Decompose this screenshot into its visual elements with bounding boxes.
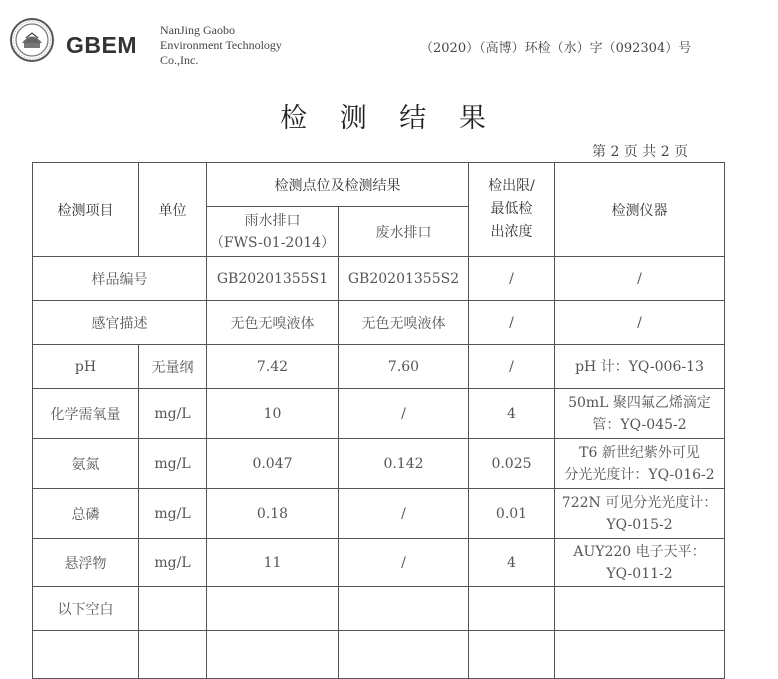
table-row: [33, 587, 725, 631]
sample-id-point1: GB20201355S1: [207, 257, 339, 301]
header-instrument: 检测仪器: [555, 163, 725, 257]
company-name: [160, 23, 282, 68]
document-number: （2020）（高博）环检（水）字（092304）号: [420, 41, 692, 56]
table-row: [33, 489, 725, 539]
blank-cell: [339, 587, 469, 631]
table-row: [33, 301, 725, 345]
sensory-label: 感官描述: [33, 301, 207, 345]
row-point2: /: [339, 489, 469, 539]
row-item: 悬浮物: [33, 539, 139, 587]
blank-label: 以下空白: [33, 587, 139, 631]
header-points-group: 检测点位及检测结果: [207, 163, 469, 207]
sensory-instrument: /: [555, 301, 725, 345]
row-unit: mg/L: [139, 539, 207, 587]
row-limit: 4: [469, 539, 555, 587]
row-unit: mg/L: [139, 389, 207, 439]
blank-cell: [555, 631, 725, 679]
table-row: [33, 539, 725, 587]
row-point2: 7.60: [339, 345, 469, 389]
sample-id-limit: /: [469, 257, 555, 301]
results-table: [32, 162, 725, 679]
header-limit-line: 出浓度: [490, 224, 533, 240]
sensory-limit: /: [469, 301, 555, 345]
header-item: 检测项目: [33, 163, 139, 257]
company-line: NanJing Gaobo: [160, 23, 235, 37]
sample-id-point2: GB20201355S2: [339, 257, 469, 301]
header-limit-line: 最低检: [490, 201, 533, 217]
instrument-line: YQ-015-2: [606, 516, 673, 533]
row-unit: 无量纲: [139, 345, 207, 389]
sensory-point1: 无色无嗅液体: [207, 301, 339, 345]
sample-id-label: 样品编号: [33, 257, 207, 301]
page-title: 检 测 结 果: [280, 103, 498, 134]
header-point1: [207, 207, 339, 257]
row-point1: 7.42: [207, 345, 339, 389]
row-point1: 0.18: [207, 489, 339, 539]
company-seal-logo: [10, 18, 54, 62]
header-limit: [469, 163, 555, 257]
blank-cell: [207, 587, 339, 631]
blank-cell: [139, 631, 207, 679]
row-unit: mg/L: [139, 439, 207, 489]
row-instrument: [555, 539, 725, 587]
instrument-line: 722N 可见分光光度计：: [561, 494, 718, 511]
instrument-line: T6 新世纪紫外可见: [579, 444, 700, 461]
sample-id-instrument: /: [555, 257, 725, 301]
row-instrument: [555, 489, 725, 539]
row-instrument: [555, 439, 725, 489]
row-limit: /: [469, 345, 555, 389]
blank-cell: [139, 587, 207, 631]
page-number: 第 2 页 共 2 页: [592, 144, 689, 160]
header-point1-line: 雨水排口: [244, 212, 301, 229]
brand-name: GBEM: [66, 32, 137, 58]
blank-cell: [555, 587, 725, 631]
header-point2: 废水排口: [339, 207, 469, 257]
row-limit: 0.025: [469, 439, 555, 489]
header-point1-line: （FWS-01-2014）: [209, 234, 336, 251]
row-point1: 0.047: [207, 439, 339, 489]
row-unit: mg/L: [139, 489, 207, 539]
blank-cell: [469, 587, 555, 631]
instrument-line: pH 计：YQ-006-13: [575, 358, 704, 375]
circular-seal-icon: [10, 18, 54, 62]
blank-cell: [33, 631, 139, 679]
table-row: [33, 257, 725, 301]
row-item: 总磷: [33, 489, 139, 539]
row-item: 化学需氧量: [33, 389, 139, 439]
row-point2: /: [339, 389, 469, 439]
sensory-point2: 无色无嗅液体: [339, 301, 469, 345]
row-item: pH: [33, 345, 139, 389]
header-limit-line: 检出限/: [488, 178, 535, 194]
instrument-line: YQ-011-2: [606, 565, 673, 582]
header-unit: 单位: [139, 163, 207, 257]
row-instrument: [555, 389, 725, 439]
company-line: Environment Technology: [160, 38, 282, 52]
row-point1: 11: [207, 539, 339, 587]
row-limit: 4: [469, 389, 555, 439]
instrument-line: AUY220 电子天平：: [573, 543, 706, 560]
company-line: Co.,Inc.: [160, 53, 199, 67]
table-row: [33, 389, 725, 439]
instrument-line: 50mL 聚四氟乙烯滴定: [568, 394, 711, 411]
row-point1: 10: [207, 389, 339, 439]
blank-cell: [339, 631, 469, 679]
table-row: [33, 345, 725, 389]
instrument-line: 分光光度计：YQ-016-2: [564, 466, 715, 483]
table-row: [33, 439, 725, 489]
row-point2: 0.142: [339, 439, 469, 489]
table-row: [33, 631, 725, 679]
blank-cell: [469, 631, 555, 679]
row-instrument: [555, 345, 725, 389]
blank-cell: [207, 631, 339, 679]
row-limit: 0.01: [469, 489, 555, 539]
row-item: 氨氮: [33, 439, 139, 489]
instrument-line: 管：YQ-045-2: [592, 416, 687, 433]
row-point2: /: [339, 539, 469, 587]
